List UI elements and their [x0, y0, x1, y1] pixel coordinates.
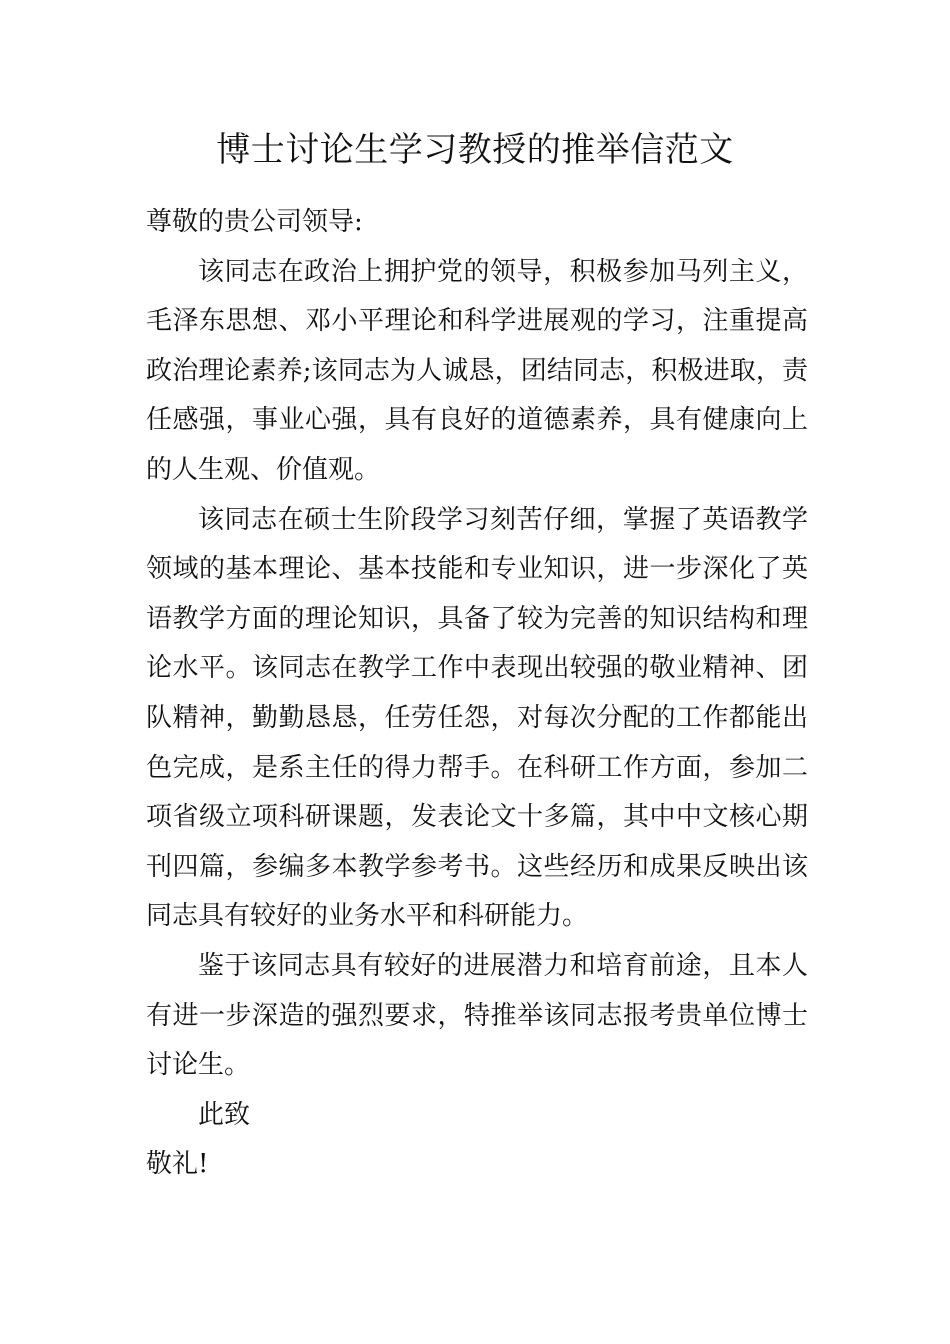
salutation: 尊敬的贵公司领导: — [146, 207, 363, 237]
paragraph-2: 该同志在硕士生阶段学习刻苦仔细，掌握了英语教学领域的基本理论、基本技能和专业知识，进一步深化了英语教学方面的理论知识，具备了较为完善的知识结构和理论水平。该同志在教学工作中表现出较强的敬业精神、团队精神，勤勤恳恳，任劳任怨，对每次分配的工作都能出色完成，是系主任的得力帮手。在科研工作方面，参加二项省级立项科研课题，发表论文十多篇，其中中文核心期刊四篇，参编多本教学参考书。这些经历和成果反映出该同志具有较好的业务水平和科研能力。 — [146, 504, 808, 932]
letter-body — [146, 198, 808, 1190]
document-title: 博士讨论生学习教授的推举信范文 — [216, 130, 734, 170]
closing-line-1: 此致 — [198, 1099, 251, 1130]
paragraph-3: 鉴于该同志具有较好的进展潜力和培育前途，且本人有进一步深造的强烈要求，特推举该同志报考贵单位博士讨论生。 — [146, 950, 808, 1081]
closing-line-2: 敬礼! — [146, 1149, 209, 1180]
paragraph-1: 该同志在政治上拥护党的领导，积极参加马列主义，毛泽东思想、邓小平理论和科学进展观的学习，注重提高政治理论素养;该同志为人诚恳，团结同志，积极进取，责任感强，事业心强，具有良好的道德素养，具有健康向上的人生观、价值观。 — [146, 256, 808, 485]
